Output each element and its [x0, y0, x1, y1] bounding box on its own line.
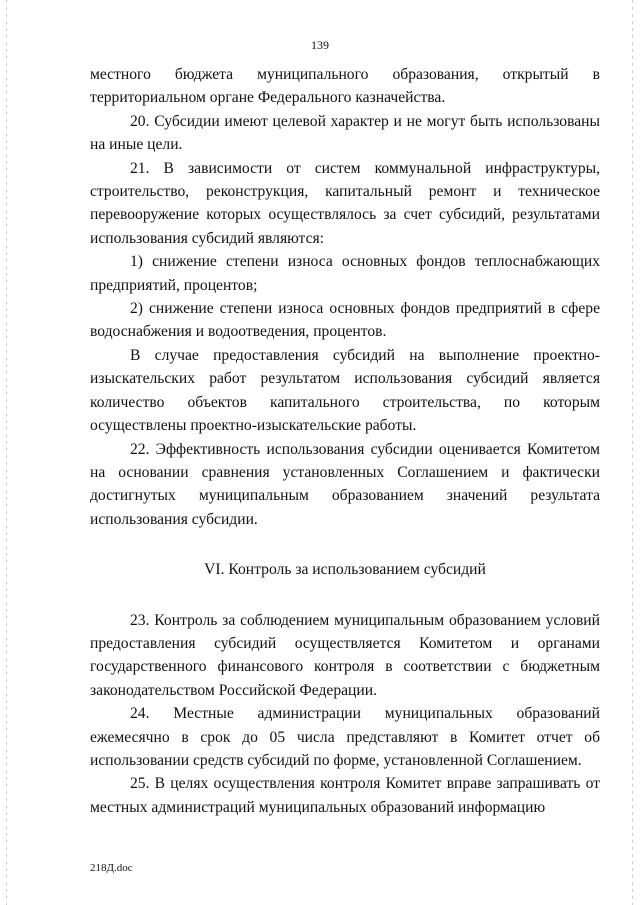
scan-edge-left [6, 0, 7, 905]
section-heading: VI. Контроль за использованием субсидий [204, 561, 486, 579]
scan-edge-right [632, 0, 633, 905]
footer-filename: 218Д.doc [90, 862, 133, 874]
paragraph-23: 23. Контроль за соблюдением муниципальным образованием условий предоставления субсидий осуществляется Комитетом и органами государственного финансового контроля в соответствии с бюджетным законодательством Российской Федерации. [90, 611, 600, 699]
paragraph-design-works: В случае предоставления субсидий на выполнение проектно-изыскательских работ результатом использования субсидий является количество объектов капитального строительства, по которым осуществлены проектно-изыскательские работы. [90, 346, 600, 435]
paragraph-21: 21. В зависимости от систем коммунальной инфраструктуры, строительство, реконструкция, капитальный ремонт и техническое перевооружение которых осуществлялось за счет субсидий, результатами использования субсидий являются: [90, 159, 600, 247]
document-body [90, 63, 600, 819]
paragraph: местного бюджета муниципального образования, открытый в территориальном органе Федерального казначейства. [90, 66, 600, 107]
list-item-2: 2) снижение степени износа основных фондов предприятий в сфере водоснабжения и водоотведения, процентов. [90, 300, 600, 341]
paragraph-20: 20. Субсидии имеют целевой характер и не могут быть использованы на иные цели. [90, 112, 600, 154]
list-item-1: 1) снижение степени износа основных фондов теплоснабжающих предприятий, процентов; [90, 253, 600, 294]
paragraph-24: 24. Местные администрации муниципальных образований ежемесячно в срок до 05 числа представляют в Комитет отчет об использовании средств субсидий по форме, установленной Соглашением. [90, 705, 600, 769]
paragraph-25: 25. В целях осуществления контроля Комитет вправе запрашивать от местных администраций муниципальных образований информацию [90, 775, 600, 816]
page-number: 139 [311, 38, 329, 52]
paragraph-22: 22. Эффективность использования субсидии оценивается Комитетом на основании сравнения установленных Соглашением и фактически достигнутых муниципальным образованием значений результата использования субсидии. [90, 440, 600, 528]
